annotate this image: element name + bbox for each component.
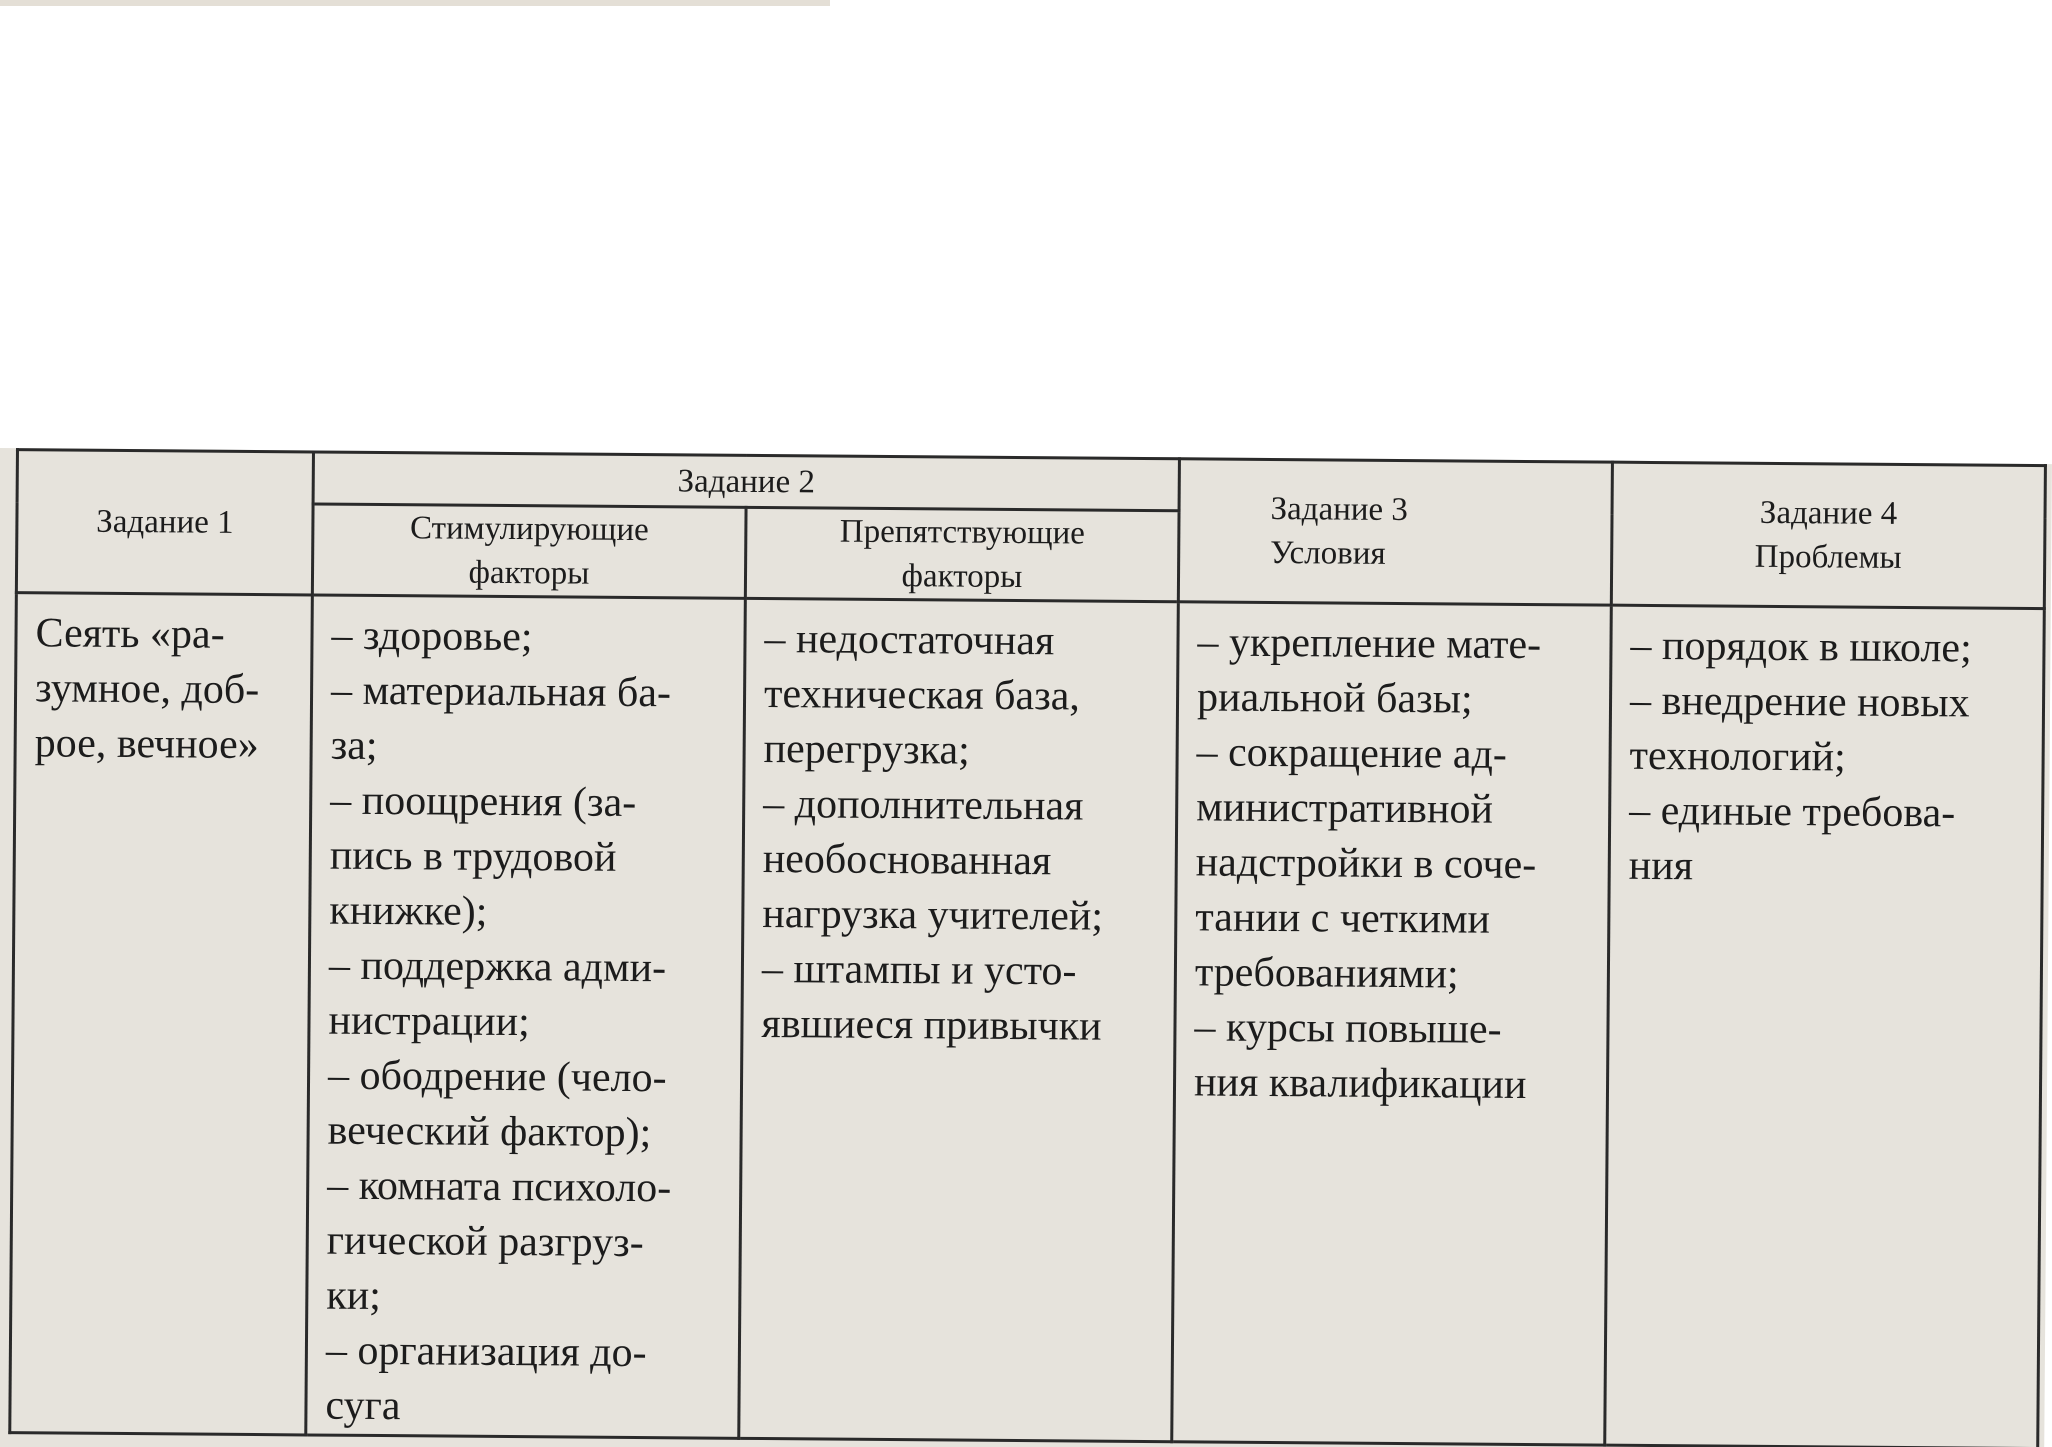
conditions-line: риальной базы; xyxy=(1196,674,1473,723)
conditions-line: – курсы повыше- xyxy=(1194,1004,1502,1053)
conditions-line: надстройки в соче- xyxy=(1195,839,1537,889)
conditions-line: требованиями; xyxy=(1194,949,1459,998)
stimulating-line: – материальная ба- xyxy=(330,667,672,717)
header-task1-label: Задание 1 xyxy=(96,503,234,541)
header-stimulating-factors xyxy=(312,504,746,598)
table-body-row xyxy=(10,593,2045,1447)
hindering-line: – штампы и усто- xyxy=(761,946,1077,995)
header-stimulating-line-1: Стимулирующие xyxy=(409,510,649,549)
stimulating-line: пись в трудовой xyxy=(329,832,617,881)
header-task2-label: Задание 2 xyxy=(677,462,816,500)
header-task4-line-1: Задание 4 xyxy=(1759,494,1898,532)
hindering-line: техническая база, xyxy=(763,671,1081,720)
cell-conditions xyxy=(1172,602,1612,1445)
hindering-line: – недостаточная xyxy=(764,616,1055,665)
header-hindering-line-1: Препятствующие xyxy=(839,513,1086,552)
task1-line: рое, вечное» xyxy=(34,720,259,769)
stimulating-line: – здоровье; xyxy=(331,612,533,661)
conditions-line: ния квалификации xyxy=(1193,1059,1527,1109)
stimulating-line: суга xyxy=(325,1382,401,1430)
header-task2 xyxy=(313,452,1179,511)
header-task4-line-2: Проблемы xyxy=(1754,538,1902,576)
header-hindering-factors xyxy=(745,507,1179,601)
task1-line: зумное, доб- xyxy=(34,665,260,714)
scan-edge-strip xyxy=(0,0,830,6)
hindering-line: нагрузка учителей; xyxy=(762,891,1104,940)
stimulating-line: веческий фактор); xyxy=(327,1107,652,1157)
problems-line: технологий; xyxy=(1629,732,1846,781)
conditions-line: – сокращение ад- xyxy=(1196,729,1508,778)
hindering-line: необоснованная xyxy=(762,836,1052,885)
stimulating-line: ки; xyxy=(326,1272,382,1320)
stimulating-line: – ободрение (чело- xyxy=(327,1052,667,1102)
hindering-line: перегрузка; xyxy=(763,726,970,774)
conditions-line: – укрепление мате- xyxy=(1197,619,1542,669)
hindering-line: явшиеся привычки xyxy=(761,1000,1102,1050)
conditions-line: министративной xyxy=(1196,784,1494,833)
stimulating-line: за; xyxy=(330,722,378,769)
conditions-line: тании с четкими xyxy=(1195,894,1491,943)
stimulating-line: – поощрения (за- xyxy=(330,777,637,827)
cell-stimulating-factors xyxy=(306,595,746,1438)
header-task3 xyxy=(1178,459,1612,605)
stimulating-line: – комната психоло- xyxy=(327,1162,672,1212)
stimulating-line: книжке); xyxy=(329,887,488,935)
problems-line: ния xyxy=(1628,842,1694,890)
problems-line: – единые требова- xyxy=(1629,787,1956,837)
problems-line: – внедрение новых xyxy=(1629,677,1970,727)
header-stimulating-line-2: факторы xyxy=(468,554,590,592)
cell-hindering-factors xyxy=(739,598,1179,1441)
stimulating-line: – организация до- xyxy=(325,1327,647,1377)
hindering-line: – дополнительная xyxy=(763,781,1084,830)
cell-task1 xyxy=(10,593,313,1435)
stimulating-line: гической разгруз- xyxy=(326,1217,644,1267)
scanned-table-region xyxy=(0,448,2052,1447)
tasks-table xyxy=(8,448,2047,1447)
header-hindering-line-2: факторы xyxy=(901,558,1023,596)
stimulating-line: нистрации; xyxy=(328,997,530,1046)
stimulating-line: – поддержка адми- xyxy=(328,942,667,992)
cell-problems xyxy=(1605,605,2045,1447)
task1-line: Сеять «ра- xyxy=(35,610,225,658)
header-task4 xyxy=(1611,462,2045,608)
problems-line: – порядок в школе; xyxy=(1630,622,1972,672)
header-task3-line-2: Условия xyxy=(1270,534,1386,572)
header-task3-line-1: Задание 3 xyxy=(1270,490,1409,529)
header-task1 xyxy=(16,450,313,595)
